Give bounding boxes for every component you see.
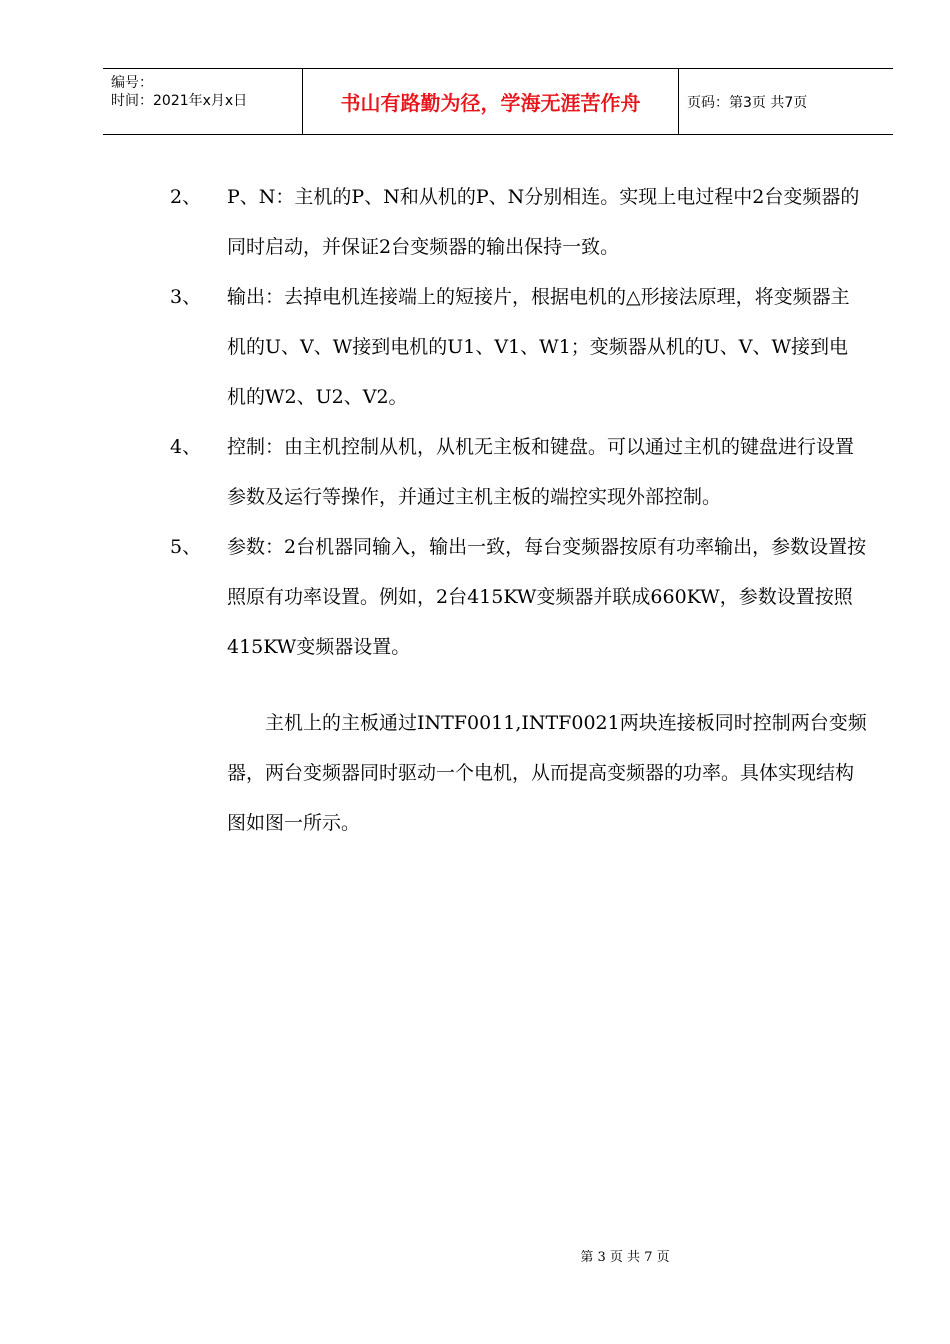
list-item-number: 5、 — [170, 536, 202, 558]
page-footer — [0, 1246, 950, 1265]
header-page-info: 页码：第3页 共7页 — [687, 94, 808, 111]
body-paragraph: 主机上的主板通过INTF0011,INTF0021两块连接板同时控制两台变频器，两台变频器同时驱动一个电机，从而提高变频器的功率。具体实现结构图如图一所示。 — [227, 712, 867, 834]
list-item-text: 输出：去掉电机连接端上的短接片，根据电机的△形接法原理，将变频器主机的U、V、W接到电机的U1、V1、W1；变频器从机的U、V、W接到电机的W2、U2、V2。 — [227, 286, 850, 408]
list-item-number: 4、 — [170, 436, 202, 458]
list-item-text: 控制：由主机控制从机，从机无主板和键盘。可以通过主机的键盘进行设置参数及运行等操作，并通过主机主板的端控实现外部控制。 — [227, 436, 855, 508]
document-number-label: 编号： — [111, 75, 153, 91]
list-item-text: P、N：主机的P、N和从机的P、N分别相连。实现上电过程中2台变频器的同时启动，并保证2台变频器的输出保持一致。 — [227, 186, 860, 258]
list-item — [170, 422, 870, 522]
header-motto: 书山有路勤为径，学海无涯苦作舟 — [303, 69, 679, 134]
list-item — [170, 522, 870, 672]
footer-page-number: 第 3 页 共 7 页 — [580, 1250, 670, 1265]
header-meta — [103, 69, 303, 134]
document-time: 时间：2021年x月x日 — [111, 93, 248, 109]
document-body — [170, 172, 870, 848]
list-item — [170, 272, 870, 422]
page-header — [103, 68, 893, 135]
list-item-number: 3、 — [170, 286, 202, 308]
list-item-text: 参数：2台机器同输入，输出一致，每台变频器按原有功率输出，参数设置按照原有功率设置。例如，2台415KW变频器并联成660KW，参数设置按照415KW变频器设置。 — [227, 536, 867, 658]
list-item-number: 2、 — [170, 186, 202, 208]
list-item — [170, 172, 870, 272]
